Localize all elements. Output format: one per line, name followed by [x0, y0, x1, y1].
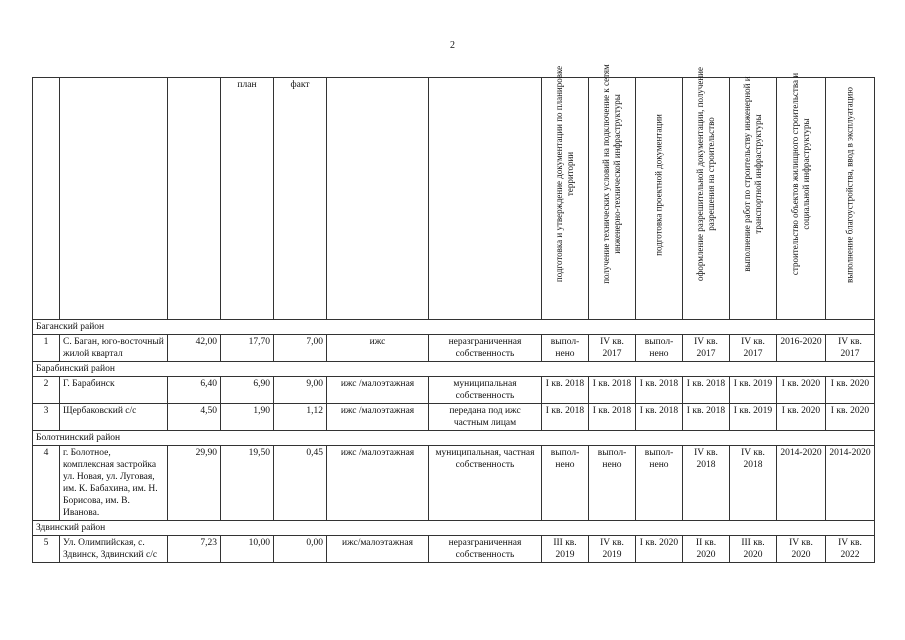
stage-deadline: IV кв. 2017 [589, 335, 636, 362]
row-number: 4 [33, 446, 60, 521]
district-name: Болотнинский район [33, 431, 875, 446]
district-row [33, 521, 875, 536]
fact-value: 9,00 [274, 377, 327, 404]
total-area: 29,90 [168, 446, 221, 521]
fact-value: 1,12 [274, 404, 327, 431]
header-stage-label: выполнение работ по строительству инженерной и транспортной инфраструктуры [742, 76, 763, 272]
table-row [33, 335, 875, 362]
stage-deadline: выпол-нено [542, 335, 589, 362]
row-number: 2 [33, 377, 60, 404]
fact-value: 0,45 [274, 446, 327, 521]
row-number: 5 [33, 536, 60, 563]
stage-deadline: I кв. 2020 [777, 377, 826, 404]
ownership: неразграниченная собственность [429, 536, 542, 563]
stage-deadline: I кв. 2018 [542, 404, 589, 431]
stage-deadline: IV кв. 2017 [730, 335, 777, 362]
stage-deadline: 2016-2020 [777, 335, 826, 362]
stage-deadline: IV кв. 2018 [683, 446, 730, 521]
stage-deadline: IV кв. 2019 [589, 536, 636, 563]
stage-deadline: I кв. 2020 [826, 377, 875, 404]
stage-deadline: 2014-2020 [777, 446, 826, 521]
table-row [33, 446, 875, 521]
header-stage-label: выполнение благоустройства, ввод в эксплуатацию [844, 87, 855, 283]
fact-value: 7,00 [274, 335, 327, 362]
table-row [33, 404, 875, 431]
header-stage-7 [826, 78, 875, 320]
stage-deadline: I кв. 2020 [777, 404, 826, 431]
housing-type: ижс [327, 335, 429, 362]
district-row [33, 362, 875, 377]
row-number: 3 [33, 404, 60, 431]
stage-deadline: I кв. 2019 [730, 404, 777, 431]
header-stage-2 [589, 64, 636, 320]
header-cell-fact: факт [274, 78, 327, 320]
header-cell-area [168, 78, 221, 320]
total-area: 6,40 [168, 377, 221, 404]
stage-deadline: IV кв. 2020 [777, 536, 826, 563]
district-row [33, 431, 875, 446]
stage-deadline: выпол-нено [636, 446, 683, 521]
plan-value: 19,50 [221, 446, 274, 521]
object-name: Г. Барабинск [60, 377, 168, 404]
stage-deadline: I кв. 2018 [542, 377, 589, 404]
table-row [33, 377, 875, 404]
header-stage-label: подготовка и утверждение документации по планировке территории [554, 65, 575, 283]
total-area: 42,00 [168, 335, 221, 362]
header-stage-4 [683, 67, 730, 320]
ownership: муниципальная собственность [429, 377, 542, 404]
object-name: Ул. Олимпийская, с. Здвинск, Здвинский с/с [60, 536, 168, 563]
header-cell-ownership [429, 78, 542, 320]
housing-type: ижс/малоэтажная [327, 536, 429, 563]
ownership: передана под ижс частным лицам [429, 404, 542, 431]
row-number: 1 [33, 335, 60, 362]
stage-deadline: I кв. 2018 [589, 404, 636, 431]
stage-deadline: выпол-нено [542, 446, 589, 521]
plan-value: 10,00 [221, 536, 274, 563]
housing-type: ижс /малоэтажная [327, 404, 429, 431]
header-stage-label: оформление разрешительной документации, получение разрешения на строительство [695, 67, 716, 281]
district-row [33, 320, 875, 335]
header-stage-5 [730, 78, 777, 320]
object-name: С. Баган, юго-восточный жилой квартал [60, 335, 168, 362]
stage-deadline: выпол-нено [636, 335, 683, 362]
header-stage-3 [636, 78, 683, 320]
ownership: муниципальная, частная собственность [429, 446, 542, 521]
total-area: 7,23 [168, 536, 221, 563]
plan-value: 1,90 [221, 404, 274, 431]
total-area: 4,50 [168, 404, 221, 431]
housing-type: ижс /малоэтажная [327, 446, 429, 521]
housing-type: ижс /малоэтажная [327, 377, 429, 404]
stage-deadline: III кв. 2019 [542, 536, 589, 563]
stage-deadline: I кв. 2018 [683, 377, 730, 404]
stage-deadline: II кв. 2020 [683, 536, 730, 563]
stage-deadline: I кв. 2018 [636, 404, 683, 431]
stage-deadline: IV кв. 2022 [826, 536, 875, 563]
header-stage-1 [542, 65, 589, 320]
fact-value: 0,00 [274, 536, 327, 563]
stage-deadline: I кв. 2018 [683, 404, 730, 431]
stage-deadline: I кв. 2019 [730, 377, 777, 404]
header-cell-number [33, 78, 60, 320]
object-name: г. Болотное, комплексная застройка ул. Новая, ул. Луговая, им. К. Бабахина, им. Н. Борисова, им. В. Иванова. [60, 446, 168, 521]
district-name: Здвинский район [33, 521, 875, 536]
header-cell-name [60, 78, 168, 320]
header-stage-label: подготовка проектной документации [653, 114, 664, 256]
stage-deadline: выпол-нено [589, 446, 636, 521]
header-stage-label: получение технических условий на подключение к сетям инженерно-технической инфраструктуры [601, 64, 622, 284]
stage-deadline: I кв. 2020 [826, 404, 875, 431]
stage-deadline: IV кв. 2017 [826, 335, 875, 362]
stage-deadline: III кв. 2020 [730, 536, 777, 563]
header-stage-label: строительство объектов жилищного строительства и социальной инфраструктуры [790, 72, 811, 276]
district-name: Баганский район [33, 320, 875, 335]
district-name: Барабинский район [33, 362, 875, 377]
stage-deadline: I кв. 2018 [636, 377, 683, 404]
header-cell-type [327, 78, 429, 320]
header-cell-plan: план [221, 78, 274, 320]
stage-deadline: I кв. 2020 [636, 536, 683, 563]
page-number: 2 [450, 40, 455, 51]
stage-deadline: I кв. 2018 [589, 377, 636, 404]
object-name: Щербаковский с/с [60, 404, 168, 431]
table-row [33, 536, 875, 563]
stage-deadline: 2014-2020 [826, 446, 875, 521]
stage-deadline: IV кв. 2018 [730, 446, 777, 521]
ownership: неразграниченная собственность [429, 335, 542, 362]
header-stage-6 [777, 72, 826, 320]
housing-plan-table [32, 64, 875, 563]
stage-deadline: IV кв. 2017 [683, 335, 730, 362]
plan-value: 17,70 [221, 335, 274, 362]
plan-value: 6,90 [221, 377, 274, 404]
table-header-row [33, 78, 875, 320]
